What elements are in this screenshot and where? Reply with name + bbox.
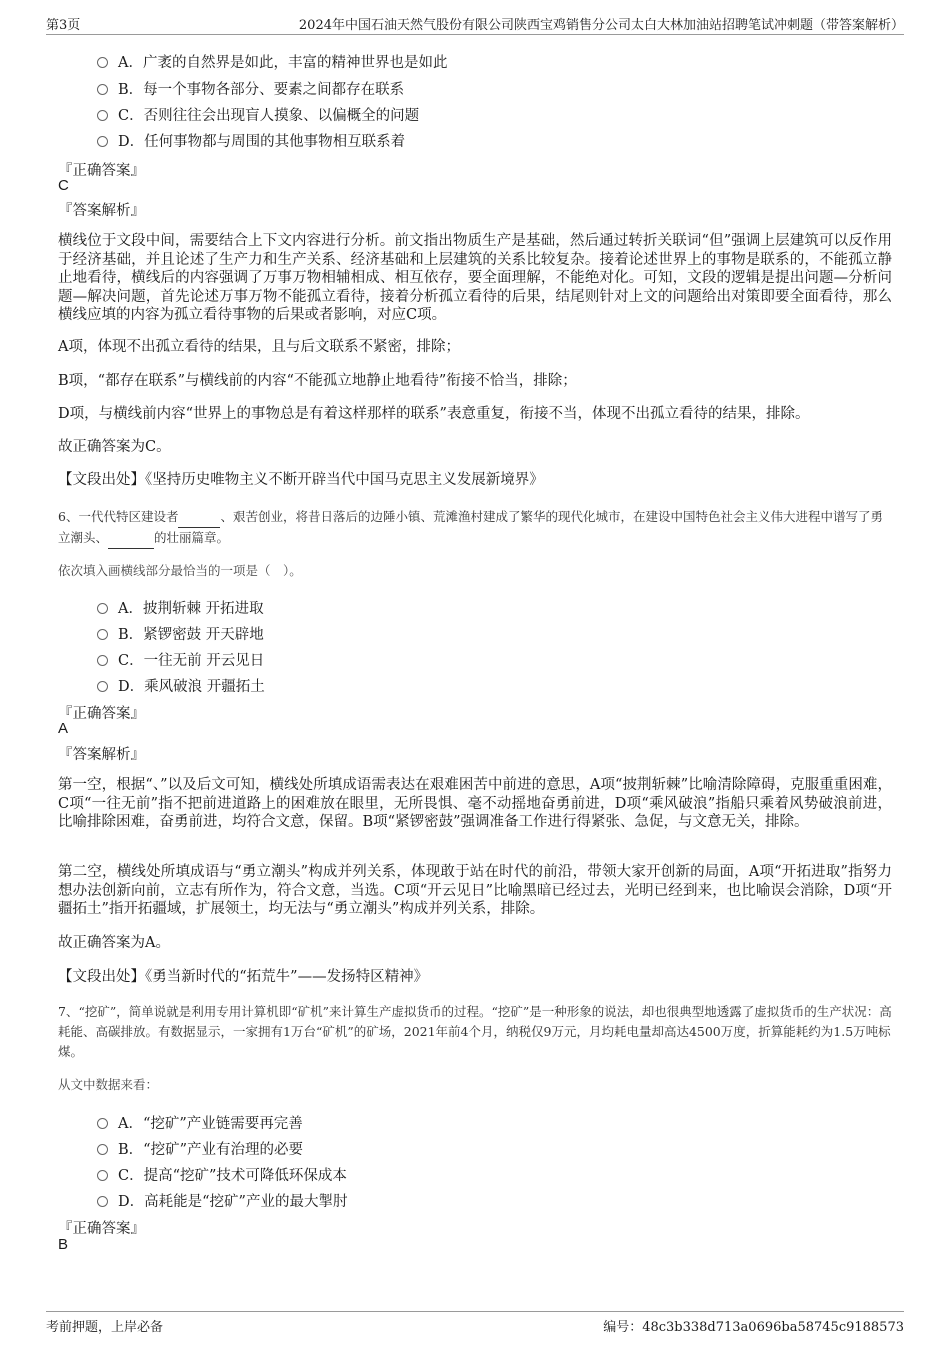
q6-option-b[interactable]: B．紧锣密鼓 开天辟地 [97, 623, 264, 644]
q7-option-d[interactable]: D．高耗能是“挖矿”产业的最大掣肘 [97, 1190, 347, 1211]
q6-source: 【文段出处】《勇当新时代的“拓荒牛”——发扬特区精神》 [58, 969, 429, 985]
q5-analysis-b: B项，“都存在联系”与横线前的内容“不能孤立地静止地看待”衔接不恰当，排除； [58, 373, 577, 389]
q7-option-b[interactable]: B．“挖矿”产业有治理的必要 [97, 1138, 303, 1159]
q5-option-c[interactable]: C．否则往往会出现盲人摸象、以偏概全的问题 [97, 104, 419, 125]
q7-option-a[interactable]: A．“挖矿”产业链需要再完善 [97, 1112, 303, 1133]
q6-conclusion: 故正确答案为A。 [58, 935, 170, 951]
q7-instruction: 从文中数据来看： [58, 1077, 159, 1092]
page-footer [46, 1311, 904, 1336]
radio-icon[interactable] [97, 1118, 108, 1129]
footer-slogan: 考前押题，上岸必备 [46, 1320, 164, 1335]
q5-analysis-label: 『答案解析』 [58, 203, 145, 219]
radio-icon[interactable] [97, 84, 108, 95]
blank-1 [178, 507, 220, 528]
radio-icon[interactable] [97, 681, 108, 692]
page-header [46, 12, 904, 35]
radio-icon[interactable] [97, 655, 108, 666]
q7-answer-label: 『正确答案』 [58, 1221, 145, 1237]
radio-icon[interactable] [97, 136, 108, 147]
blank-2 [108, 528, 154, 549]
q7-stem: 7、“挖矿”，简单说就是利用专用计算机即“矿机”来计算生产虚拟货币的过程。“挖矿”是一种形象的说法，却也很典型地透露了虚拟货币的生产状况：高耗能、高碳排放。有数据显示，一家拥有1万台“矿机”的矿场，2021年前4个月，纳税仅9万元，月均耗电量却高达4500万度，折算能耗约为1.5万吨标煤。 [58, 1004, 892, 1059]
q5-conclusion: 故正确答案为C。 [58, 439, 171, 455]
q5-answer-label: 『正确答案』 [58, 163, 145, 179]
q6-stem: 6、一代代特区建设者 、艰苦创业，将昔日落后的边陲小镇、荒滩渔村建成了繁华的现代化城市，在建设中国特色社会主义伟大进程中谱写了勇立潮头、 的壮丽篇章。 [58, 507, 892, 549]
q5-analysis-main: 横线位于文段中间，需要结合上下文内容进行分析。前文指出物质生产是基础，然后通过转折关联词“但”强调上层建筑可以反作用于经济基础，并且论述了生产力和生产关系、经济基础和上层建筑的关系比较复杂。接着论述世界上的事物是联系的，不能孤立静止地看待，横线后的内容强调了万事万物相辅相成、相互依存，要全面理解，不能绝对化。可知，文段的逻辑是提出问题—分析问题—解决问题，首先论述万事万物不能孤立看待，接着分析孤立看待的后果，结尾则针对上文的问题给出对策即要全面看待，那么横线应填的内容为孤立看待事物的后果或者影响，对应C项。 [58, 233, 892, 323]
q7-answer: B [58, 1236, 69, 1253]
q7-option-c[interactable]: C．提高“挖矿”技术可降低环保成本 [97, 1164, 347, 1185]
radio-icon[interactable] [97, 57, 108, 68]
page-number: 第3页 [46, 18, 81, 33]
radio-icon[interactable] [97, 1196, 108, 1207]
q6-option-d[interactable]: D．乘风破浪 开疆拓土 [97, 675, 265, 696]
q6-analysis-second: 第二空，横线处所填成语与“勇立潮头”构成并列关系，体现敢于站在时代的前沿，带领大家开创新的局面，A项“开拓进取”指努力想办法创新向前，立志有所作为，符合文意，当选。C项“开云见日”比喻黑暗已经过去，光明已经到来，也比喻误会消除，D项“开疆拓土”指开拓疆域，扩展领土，均无法与“勇立潮头”构成并列关系，排除。 [58, 864, 892, 917]
q5-source: 【文段出处】《坚持历史唯物主义不断开辟当代中国马克思主义发展新境界》 [58, 472, 544, 488]
q5-analysis-a: A项，体现不出孤立看待的结果，且与后文联系不紧密，排除； [58, 339, 460, 355]
q6-answer-label: 『正确答案』 [58, 706, 145, 722]
radio-icon[interactable] [97, 110, 108, 121]
q6-answer: A [58, 720, 69, 737]
q6-option-c[interactable]: C．一往无前 开云见日 [97, 649, 264, 670]
q6-analysis-label: 『答案解析』 [58, 747, 145, 763]
q5-option-a[interactable]: A．广袤的自然界是如此，丰富的精神世界也是如此 [97, 51, 447, 72]
q5-analysis-d: D项，与横线前内容“世界上的事物总是有着这样那样的联系”表意重复，衔接不当，体现不出孤立看待的结果，排除。 [58, 406, 810, 422]
q6-instruction: 依次填入画横线部分最恰当的一项是（ ）。 [58, 563, 302, 578]
document-title: 2024年中国石油天然气股份有限公司陕西宝鸡销售分公司太白大林加油站招聘笔试冲刺题（带答案解析） [298, 18, 904, 33]
q6-option-a[interactable]: A．披荆斩棘 开拓进取 [97, 597, 264, 618]
q5-option-d[interactable]: D．任何事物都与周围的其他事物相互联系着 [97, 130, 405, 151]
radio-icon[interactable] [97, 603, 108, 614]
q5-option-b[interactable]: B．每一个事物各部分、要素之间都存在联系 [97, 78, 404, 99]
footer-serial: 编号：48c3b338d713a0696ba58745c9188573 [603, 1320, 904, 1335]
radio-icon[interactable] [97, 629, 108, 640]
radio-icon[interactable] [97, 1144, 108, 1155]
q6-analysis-first: 第一空，根据“、”以及后文可知，横线处所填成语需表达在艰难困苦中前进的意思，A项“披荆斩棘”比喻清除障碍，克服重重困难，C项“一往无前”指不把前进道路上的困难放在眼里，无所畏惧、毫不动摇地奋勇前进，D项“乘风破浪”指船只乘着风势破浪前进，比喻排除困难，奋勇前进，均符合文意，保留。B项“紧锣密鼓”强调准备工作进行得紧张、急促，与文意无关，排除。 [58, 777, 892, 830]
radio-icon[interactable] [97, 1170, 108, 1181]
q5-answer: C [58, 177, 69, 194]
